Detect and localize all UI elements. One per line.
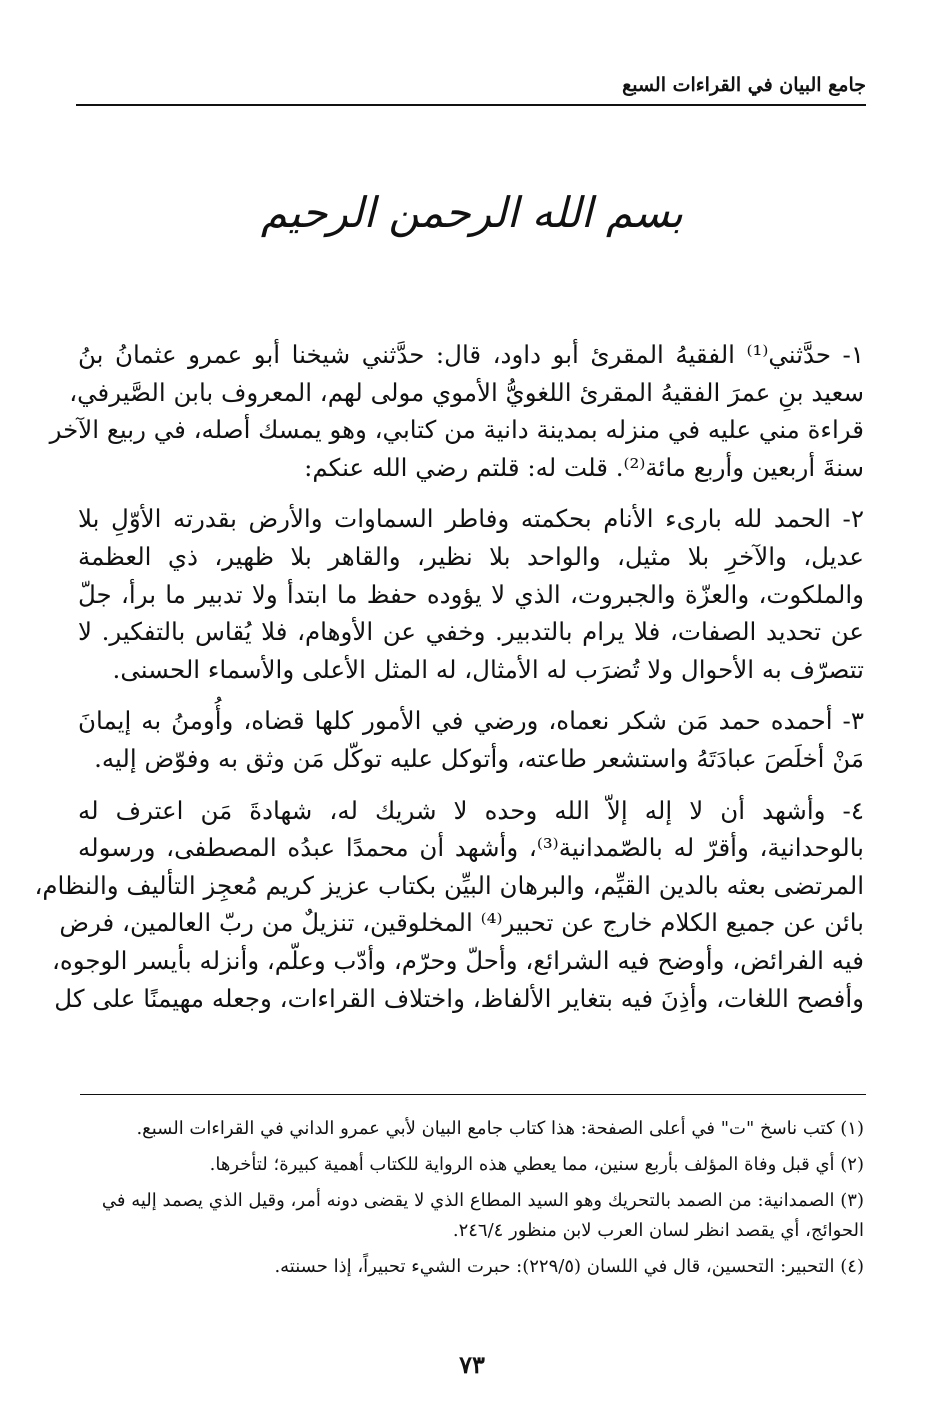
footnote-separator: [80, 1094, 866, 1095]
footnote-4: (٤) التحبير: التحسين، قال في اللسان (٢٢٩/٥): حبرت الشيء تحبيراً، إذا حسنته.: [274, 1256, 864, 1277]
paragraph-4: [34, 792, 864, 1018]
basmala: بسم الله الرحمن الرحيم: [260, 188, 684, 237]
text-line: وأفصح اللغات، وأذِنَ فيه بتغاير الألفاظ، واختلاف القراءات، وجعله مهيمنًا على كل: [54, 983, 864, 1013]
main-text: [34, 336, 864, 1031]
text-line: عن تحديد الصفات، فلا يرام بالتدبير. وخفي عن الأوهام، فلا يُقاس بالتفكير. لا: [78, 617, 864, 647]
text-line: ٤- وأشهد أن لا إله إلاّ الله وحده لا شريك له، شهادةَ مَن اعترف له: [78, 795, 864, 825]
text-line: ٣- أحمده حمد مَن شكر نعماه، ورضي في الأمور كلها قضاه، وأُومنُ به إيمانَ: [78, 706, 864, 736]
text-line: بائن عن جميع الكلام خارج عن تحبير⁽⁴⁾ المخلوقين، تنزيلٌ من ربّ العالمين، فرض: [59, 908, 864, 938]
running-header: جامع البيان في القراءات السبع: [76, 74, 866, 106]
paragraph-1: [49, 336, 864, 486]
paragraph-2: [78, 500, 864, 688]
footnote-3: (٣) الصمدانية: من الصمد بالتحريك وهو السيد المطاع الذي لا يقضى دونه أمر، وقيل الذي يصمد إليه في الحوائج، أي يقصد انظر لسان العرب لابن منظور ٢٤٦/٤.: [101, 1190, 864, 1241]
text-line: والملكوت، والعزّة والجبروت، الذي لا يؤوده حفظ ما ابتدأ ولا تدبير ما برأ، جلّ: [78, 579, 864, 609]
text-line: مَنْ أخلَصَ عبادَتَهُ واستشعر طاعته، وأتوكل عليه توكّل مَن وثق به وفوّض إليه.: [94, 743, 864, 773]
paragraph-3: [78, 702, 864, 777]
footnotes: [78, 1114, 864, 1288]
footnote-2: (٢) أي قبل وفاة المؤلف بأربع سنين، مما يعطي هذه الرواية للكتاب أهمية كبيرة؛ لتأخرها.: [209, 1154, 864, 1175]
page-number: ٧٣: [459, 1350, 485, 1379]
text-line: تتصرّف به الأحوال ولا تُضرَب له الأمثال، له المثل الأعلى والأسماء الحسنى.: [112, 654, 864, 684]
footnote-1: (١) كتب ناسخ "ت" في أعلى الصفحة: هذا كتاب جامع البيان لأبي عمرو الداني في القراءات السبع.: [136, 1118, 864, 1139]
text-line: المرتضى بعثه بالدين القيِّم، والبرهان البيِّن بكتاب عزيز كريم مُعجِز التأليف والنظام،: [34, 870, 864, 900]
text-line: سعيد بنِ عمرَ الفقيهُ المقرئ اللغويُّ الأموي مولى لهم، المعروف بابن الصَّيرفي،: [69, 377, 864, 407]
text-line: سنةَ أربعين وأربع مائة⁽²⁾. قلت له: قلتم رضي الله عنكم:: [304, 452, 864, 482]
text-line: فيه الفرائض، وأوضح فيه الشرائع، وأحلّ وحرّم، وأدّب وعلّم، وأنزله بأيسر الوجوه،: [51, 945, 864, 975]
text-line: ١- حدَّثني⁽¹⁾ الفقيهُ المقرئ أبو داود، قال: حدَّثني شيخنا أبو عمرو عثمانُ بنُ: [78, 340, 864, 369]
text-line: قراءة مني عليه في منزله بمدينة دانية من كتابي، وهو يمسك أصله، في ربيع الآخر: [49, 415, 864, 445]
text-line: ٢- الحمد لله بارىء الأنام بحكمته وفاطر السماوات والأرض بقدرته الأوّلِ بلا: [78, 504, 864, 534]
text-line: عديل، والآخرِ بلا مثيل، والواحد بلا نظير، والقاهر بلا ظهير، ذي العظمة: [78, 541, 864, 571]
text-line: بالوحدانية، وأقرّ له بالصّمدانية⁽³⁾، وأشهد أن محمدًا عبدُه المصطفى، ورسوله: [78, 833, 864, 863]
